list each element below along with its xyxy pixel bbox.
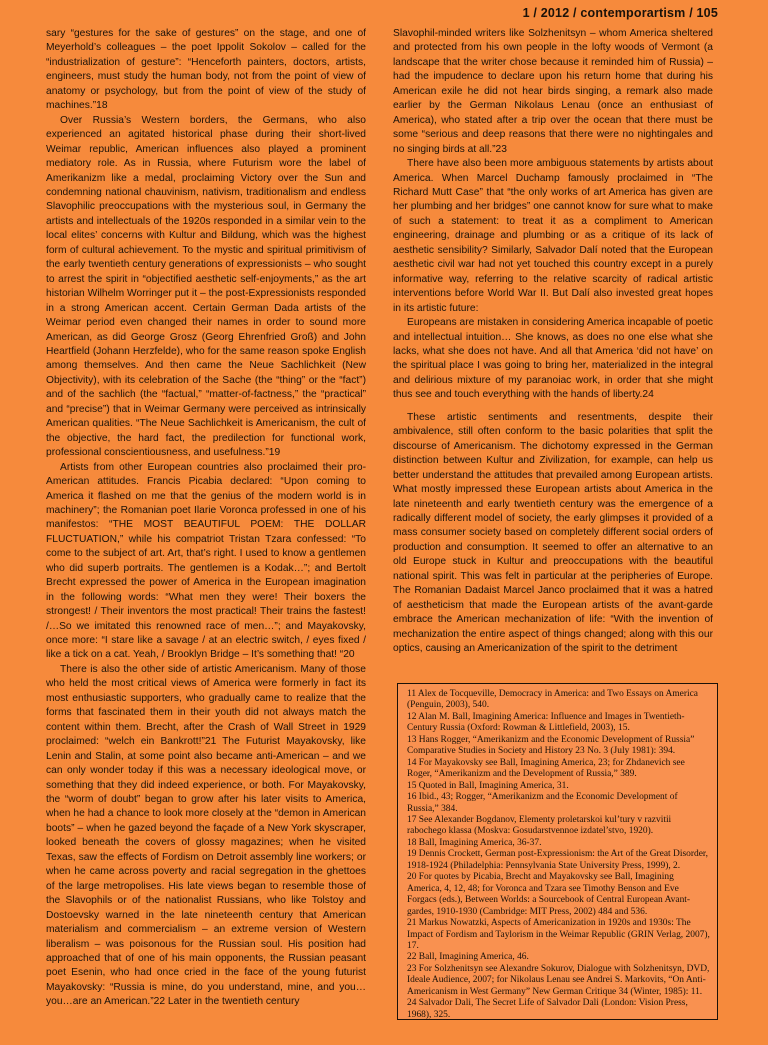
footnote: 17 See Alexander Bogdanov, Elementy proletarskoi kul’tury v razvitii rabochego klassa (Moskva: Gosudarstvennoe izdatel’stvo, 1920). [407,814,672,837]
page-number: / 105 [689,6,718,20]
footnote: 20 For quotes by Picabia, Brecht and Mayakovsky see Ball, Imagining America, 4, 12, 48; for Voronca and Tzara see Timothy Benson and Eve Forgacs (eds.), Between Worlds: a Sourcebook of Central European Avant-gardes, 1910-1930 (Cambridge: MIT Press, 2002) 484 and 536. [407,872,691,917]
footnote: 24 Salvador Dali, The Secret Life of Salvador Dali (London: Vision Press, 1968), 325. [407,998,688,1020]
paragraph: These artistic sentiments and resentments, despite their ambivalence, still often conform to the basic polarities that split the discourse of Americanism. The dichotomy expressed in the German distinction between Kultur and Zivilization, for example, can help us better understand the attitudes that prevailed among European artists. What mostly impressed these European artists about America in the late nineteenth and early twentieth century was the emergence of a radically different model of society, the early glimpses it provided of a mass consumer society based on completely different social orders of production and consumption. It seemed to offer an alternative to an old Europe stuck in Kultur and preoccupations with the beautiful national spirit. This was felt in particular at the peripheries of Europe. The Romanian Dadaist Marcel Janco proclaimed that it was a hatred of aestheticism that made the European artists of the avant-garde embrace the American mechanization of life: “With the invention of mechanization the entire aspect of things changed; along with this our optics, causing an Americanization of the spirit to the detriment [393,411,713,655]
issue-info: 1 / 2012 / [522,6,577,20]
magazine-name: contemporartism [580,6,686,20]
footnote: 13 Hans Rogger, “Amerikanizm and the Economic Development of Russia” Comparative Studies in Society and History 23 No. 3 (July 1981): 394. [407,734,695,757]
footnote: 11 Alex de Tocqueville, Democracy in America: and Two Essays on America (Penguin, 2003), 540. [407,689,698,711]
block-quote: Europeans are mistaken in considering America incapable of poetic and intellectual intuition… She knows, as does no one else what she lacks, what she does not have. And all that America ‘did not have’ on the spiritual place I was going to bring her, materialized in the integral and delirious mixture of my paranoiac work, in order that she might thus see and touch everything with the hands of liberty.24 [393,317,713,401]
left-column [46,27,366,1010]
paragraph: Slavophil-minded writers like Solzhenitsyn – whom America sheltered and protected from his own people in the lofty woods of Vermont (a landscape that the writer chose because it reminded him of Russia) – had the impudence to declare upon his return home that during his American exile he did not hear birds singing, a remark also made earlier by the German Nikolaus Lenau (once an enthusiast of America), who stated after a trip over the ocean that there must be some “serious and deep reasons that there were no nightingales and no singing birds at all.”23 [393,28,713,155]
paragraph: Over Russia’s Western borders, the Germans, who also experienced an agitated historical phase during their short-lived Weimar republic, American influences also played a prominent mediatory role. As in Russia, where Futurism wore the label of Amerikanizm like a medal, proclaiming Victory over the Sun and condemning national chauvinism, nativism, traditionalism and endless Slavophilic preoccupations with the mysterious soul, in Germany the artists and intellectuals of the 1920s responded in a similar vein to the local elites’ concerns with Kultur and Bildung, which was the highest form of cultural achievement. To the mystic and spiritual primitivism of the early twentieth century generations of expressionists – who sought to arrest the spirit in “objectified aesthetic self-enjoyments,” as the art historian Wilhelm Worringer put it – the post-Expressionists responded in a strong American accent. Certain German Dada artists of the Weimar period even changed their names in order to sound more American, as did George Grosz (Georg Ehrenfried Groß) and John Heartfield (Johann Herzfelde), who for the same reason spoke English among themselves. And then came the Neue Sachlichkeit (New Objectivity), with its celebration of the Sache (the “thing” or the “fact”) and of the sachlich (the “factual,” “matter-of-factness,” the “practical” and “precise”) that in Weimar Germany were perceived as intrinsically American qualities. “The Neue Sachlichkeit is Americanism, the cult of the objective, the hard fact, the predilection for functional work, professional conscientiousness, and usefulness.”19 [46,114,366,459]
footnote: 23 For Solzhenitsyn see Alexandre Sokurov, Dialogue with Solzhenitsyn, DVD, Ideale Audience, 2007; for Nikolaus Lenau see Andrei S. Markovits, “On Anti-Americanism in West Germany” New German Critique 34 (Winter, 1985): 11. [407,963,710,997]
footnote: 21 Markus Nowatzki, Aspects of Americanization in 1920s and 1930s: The Impact of Fordism and Taylorism in the Weimar Republic (GRIN Verlag, 2007), 17. [407,918,710,951]
running-header [523,6,718,20]
right-column [393,27,713,656]
footnote: 19 Dennis Crockett, German post-Expressionism: the Art of the Great Disorder, 1918-1924 (Philadelphia: Pennsylvania State University Press, 1999), 2. [407,849,709,871]
paragraph: There have also been more ambiguous statements by artists about America. When Marcel Duchamp famously proclaimed in “The Richard Mutt Case” that “the only works of art America has given are her plumbing and her bridges” one cannot know for sure what to make of such a statement: to treat it as a compliment to American engineering, drainage and plumbing or as a critique of its lack of aesthetic sensibility? Similarly, Salvador Dalí noted that the European aesthetic civil war had not yet touched this country except in a purely informative way, referring to the relative scarcity of radical artistic interventions before World War II. But Dalí also invested great hopes in its artistic future: [393,158,713,314]
footnote: 12 Alan M. Ball, Imagining America: Influence and Images in Twentieth-Century Russia (Oxford: Rowman & Littlefield, 2003), 15. [407,711,685,734]
footnote: 16 Ibid., 43; Rogger, “Amerikanizm and the Economic Development of Russia,” 384. [407,792,678,814]
footnotes-box [397,683,718,1020]
footnote: 18 Ball, Imagining America, 36-37. [407,837,542,848]
footnote: 22 Ball, Imagining America, 46. [407,952,529,963]
footnote: 14 For Mayakovsky see Ball, Imagining America, 23; for Zhdanevich see Roger, “Amerikanizm and the Development of Russia,” 389. [407,757,685,780]
paragraph: Artists from other European countries also proclaimed their pro-American attitudes. Francis Picabia declared: “Upon coming to America it flashed on me that the genius of the modern world is in machinery”; the Romanian poet Ilarie Voronca professed in one of his manifestos: “THE MOST BEAUTIFUL POEM: THE DOLLAR FLUCTUATION,” while his compatriot Tristan Tzara confessed: “To come to the subject of art. Art, that’s right. I used to know a gentlemen who did superb portraits. The gentlemen is a Kodak…”; and Bertolt Brecht expressed the power of America in the European imagination in the following words: “What men they were! Their boxers the strongest! / Their inventors the most practical! Their trains the fastest! /…So we imitated this renowned race of men…”; and Mayakovsky, once more: “I stare like a savage / at an electric switch, / eyes fixed / like a tick on a cat. Yeah, / Brooklyn Bridge – It’s something that! “20 [46,461,366,661]
paragraph: There is also the other side of artistic Americanism. Many of those who held the most critical views of America were formerly in fact its most enthusiastic supporters, who gradually came to realize that the forms that fascinated them in their youth did not always match the content within them. Brecht, after the Crash of Wall Street in 1929 proclaimed: “welch ein Bankrott!”21 The Futurist Mayakovsky, like Lenin and Stalin, at some point also became anti-American – and we can only wonder today if this was a necessary ideological move, or something that they did indeed experience, or both. For Mayakovsky, the “worm of doubt” began to grow after his later visits to America, when he had a chance to look more closely at the “demon in American boots” – when he gazed beyond the façade of a New York skyscraper, looked beneath the covers of glossy magazines; when he visited Texas, saw the effects of Fordism on Detroit assembly line workers; or when he came across poverty and racial segregation in the ghettoes of the large metropolises. His late views began to resemble those of the Slavophils or of the nationalist Russians, who like Tolstoy and Dostoevsky warned in the late nineteenth century that American materialism and commercialism – an extreme version of Western liberalism – was poisonous for the Russian soul. His position had approached that of one of his main opponents, the Russian peasant poet Esenin, who had once cried in the face of the young futurist Mayakovsky: “Russia is mine, do you understand, mine, and you…you…are an American.”22 Later in the twentieth century [46,663,366,1008]
paragraph: sary “gestures for the sake of gestures” on the stage, and one of Meyerhold’s colleagues – the poet Ippolit Sokolov – called for the “industrialization of gesture”: “Henceforth painters, doctors, artists, engineers, must study the human body, not from the point of view of anatomy or psychology, but from the point of view of the study of machines.”18 [46,28,366,112]
footnote: 15 Quoted in Ball, Imagining America, 31. [407,780,569,791]
